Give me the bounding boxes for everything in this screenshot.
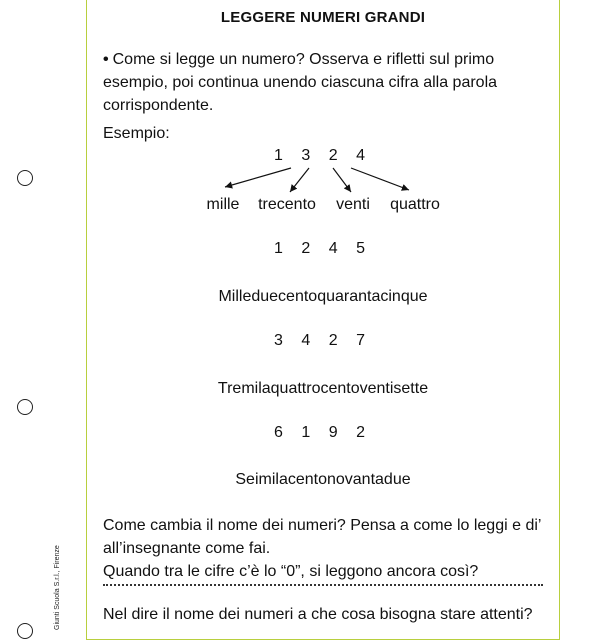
example-arrows <box>87 0 561 200</box>
answer-2: Tremilaquattrocentoventisette <box>217 380 429 397</box>
publisher-credit: Giunti Scuola S.r.l., Firenze <box>54 545 61 630</box>
word-quattro: quattro <box>390 196 440 213</box>
binder-hole-1 <box>17 170 33 186</box>
answer-3: Seimilacentonovantadue <box>235 471 411 488</box>
binder-hole-3 <box>17 623 33 639</box>
answer-1: Milleduecentoquarantacinque <box>218 288 428 305</box>
word-mille: mille <box>206 196 240 213</box>
bullet-icon: • <box>103 51 109 68</box>
arrow-to-mille <box>225 168 291 187</box>
word-trecento: trecento <box>258 196 316 213</box>
question-1: Come cambia il nome dei numeri? Pensa a come lo leggi e di’ all’insegnante come fai. <box>103 517 541 557</box>
answer-line[interactable] <box>103 584 543 586</box>
word-venti: venti <box>336 196 370 213</box>
worksheet-page <box>86 0 560 640</box>
binder-hole-2 <box>17 399 33 415</box>
arrow-to-quattro <box>351 168 409 190</box>
number-1: 1 2 4 5 <box>274 240 372 257</box>
arrow-to-trecento <box>290 168 309 192</box>
number-2: 3 4 2 7 <box>274 332 372 349</box>
page-title: LEGGERE NUMERI GRANDI <box>220 9 426 26</box>
example-label: Esempio: <box>103 125 170 142</box>
question-3: Nel dire il nome dei numeri a che cosa bisogna stare attenti? <box>103 606 533 623</box>
question-2: Quando tra le cifre c’è lo “0”, si leggono ancora così? <box>103 563 479 580</box>
number-3: 6 1 9 2 <box>274 424 372 441</box>
arrow-to-venti <box>333 168 351 192</box>
instructions-text: Come si legge un numero? Osserva e rifletti sul primo esempio, poi continua unendo ciascuna cifra alla parola corrispondente. <box>103 51 498 114</box>
example-number: 1 3 2 4 <box>274 147 372 164</box>
